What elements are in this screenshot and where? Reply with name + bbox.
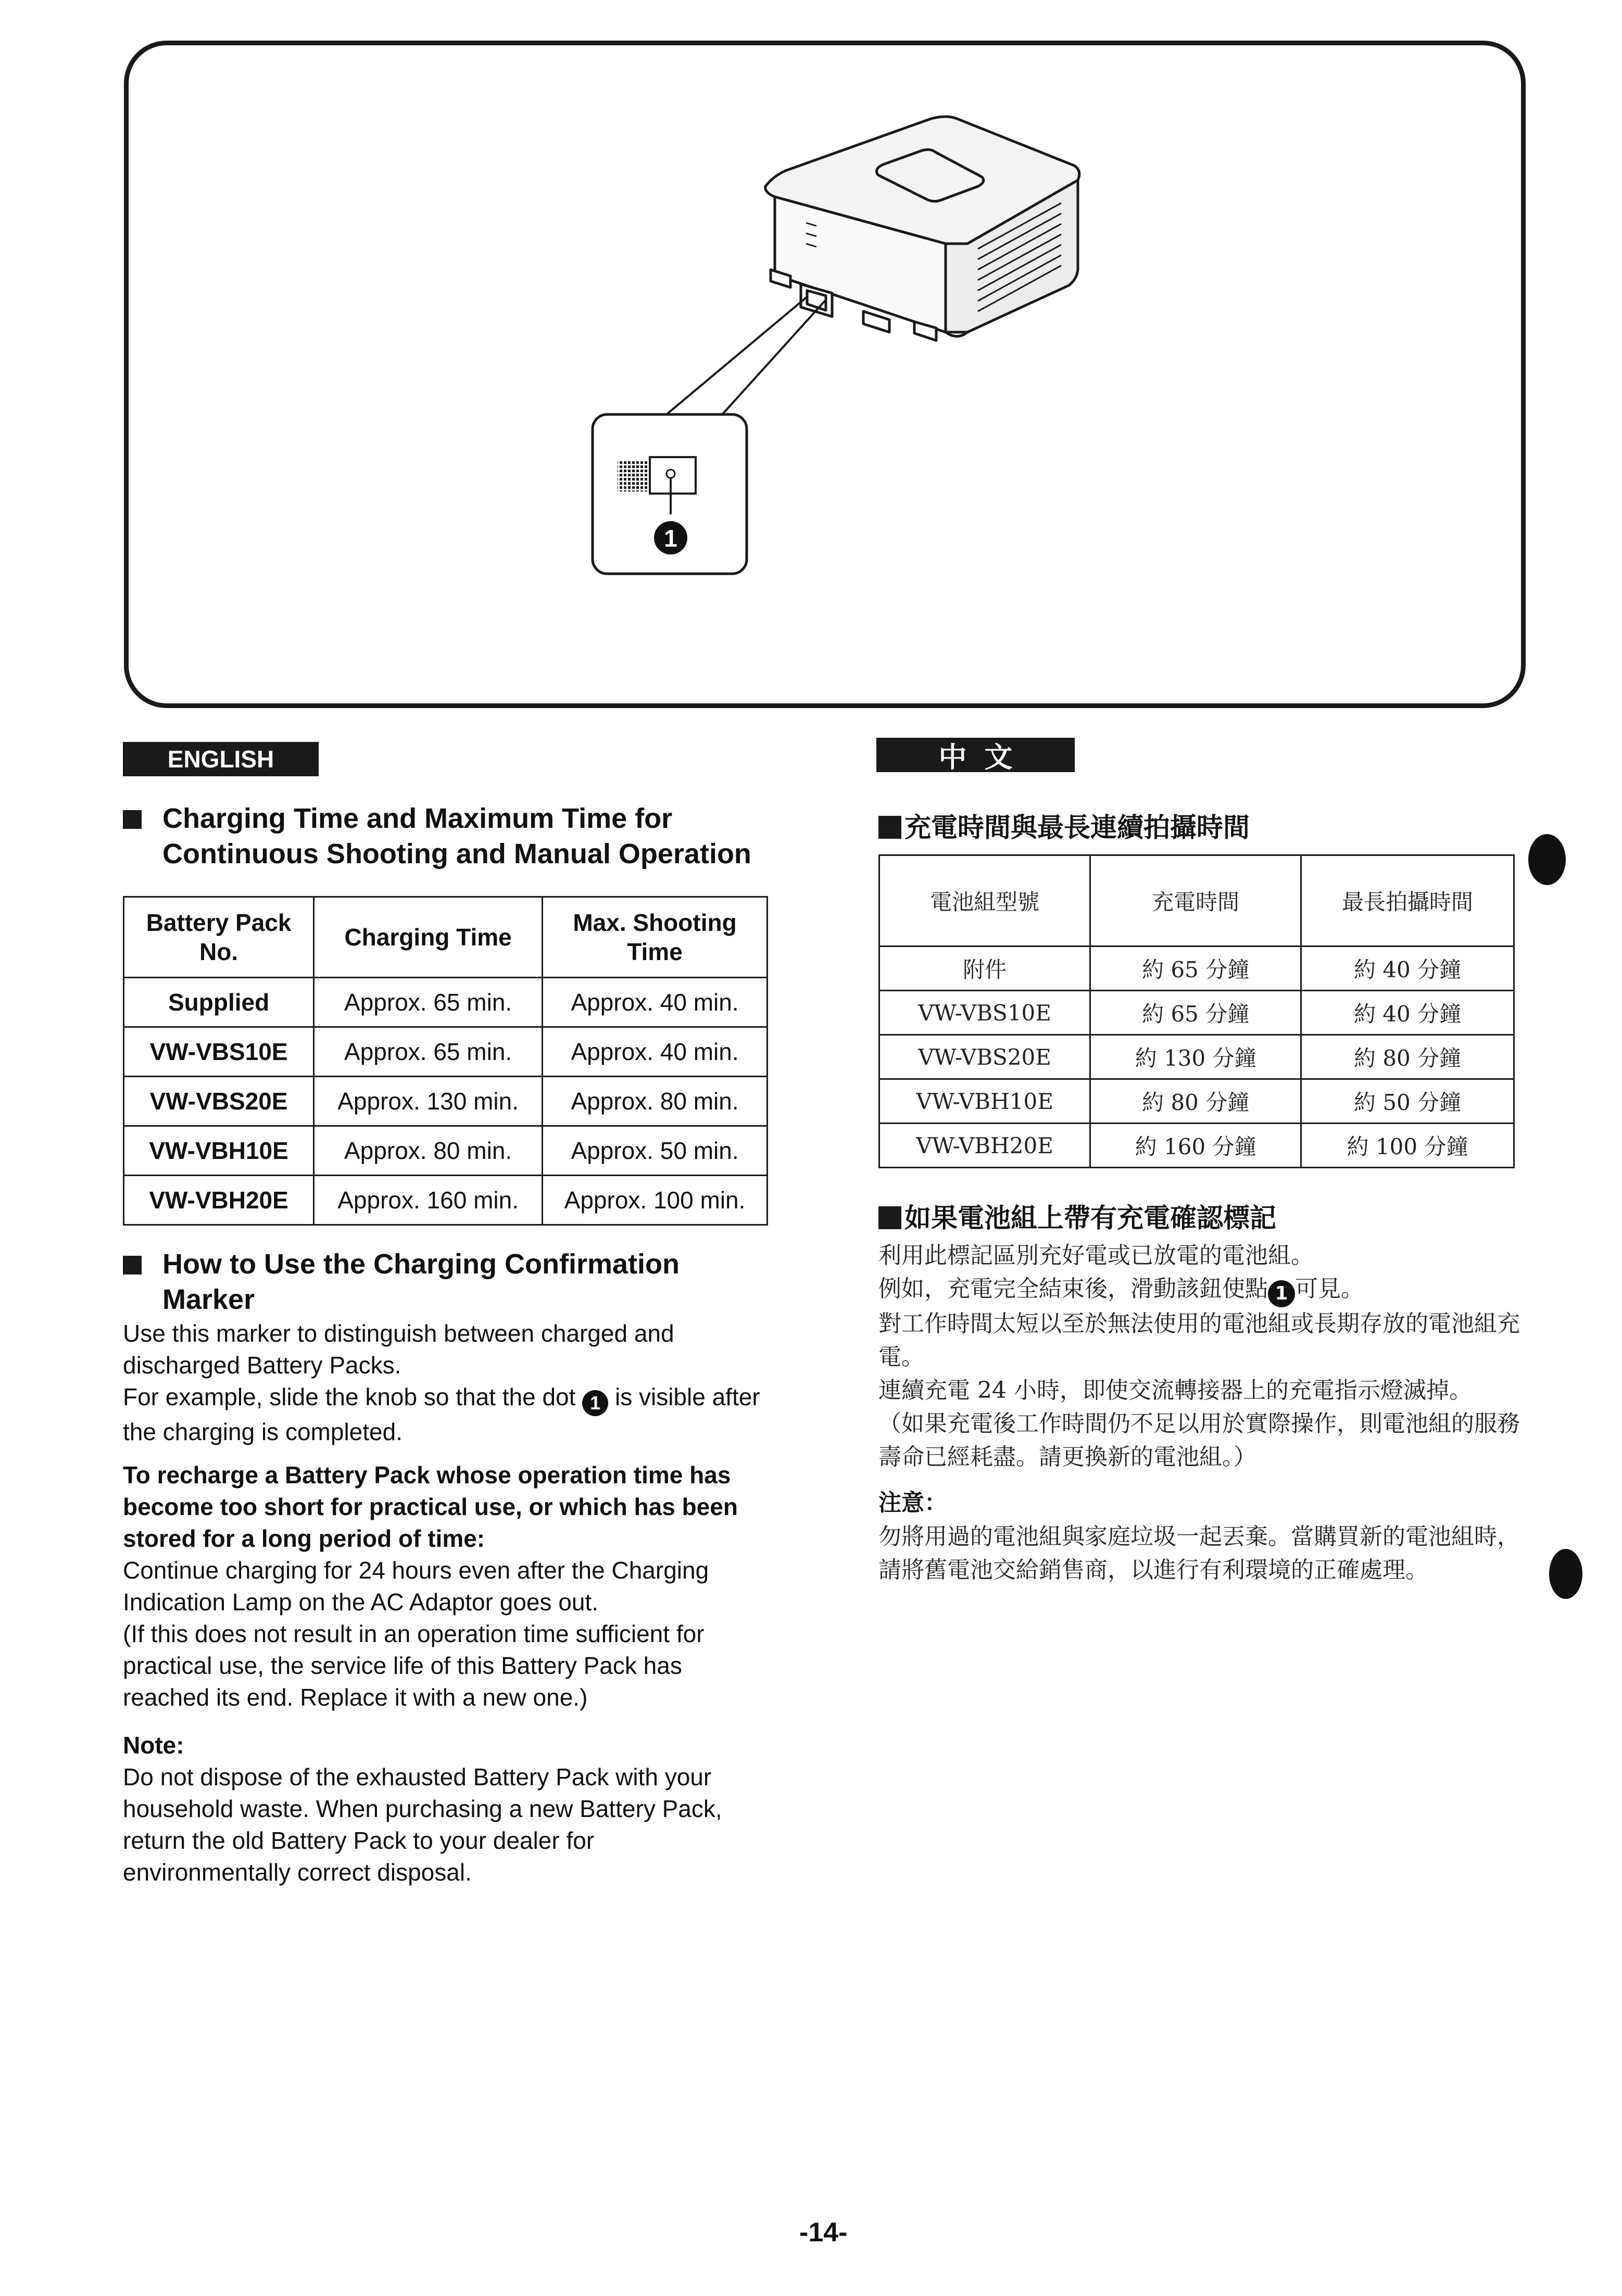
table-row bbox=[879, 1035, 1514, 1079]
cell-shooting: Approx. 40 min. bbox=[543, 1027, 768, 1077]
english-heading-confirmation-marker bbox=[123, 1246, 779, 1317]
cell-shooting: Approx. 100 min. bbox=[543, 1176, 768, 1225]
recharge-heading: To recharge a Battery Pack whose operation time has become too short for practical use, or which has been stored for a long period of time: bbox=[123, 1461, 738, 1552]
table-row bbox=[124, 1027, 768, 1077]
cell-charging: 約 160 分鐘 bbox=[1090, 1124, 1301, 1168]
marker-number-icon: 1 bbox=[582, 1390, 608, 1416]
page-number: -14- bbox=[799, 2217, 848, 2248]
header-battery-pack: Battery Pack No. bbox=[124, 897, 314, 978]
cell-shooting: 約 100 分鐘 bbox=[1301, 1124, 1514, 1168]
callout-box bbox=[593, 414, 747, 574]
zh-line-5: （如果充電後工作時間仍不足以用於實際操作，則電池組的服務壽命已經耗盡。請更換新的電池組。） bbox=[878, 1410, 1520, 1470]
cell-shooting: 約 80 分鐘 bbox=[1301, 1035, 1514, 1079]
zh-line-1: 利用此標記區別充好電或已放電的電池組。 bbox=[878, 1242, 1314, 1269]
cell-model: Supplied bbox=[124, 978, 314, 1027]
cell-model: VW-VBH20E bbox=[124, 1176, 314, 1225]
table-row bbox=[879, 947, 1514, 991]
heading-line-2: Continuous Shooting and Manual Operation bbox=[162, 838, 751, 869]
cell-charging: Approx. 65 min. bbox=[314, 978, 543, 1027]
table-row bbox=[124, 1126, 768, 1176]
scan-blot bbox=[1528, 834, 1566, 885]
battery-pack-drawing bbox=[765, 117, 1079, 340]
heading-text: 充電時間與最長連續拍攝時間 bbox=[904, 813, 1250, 843]
cell-model: VW-VBS10E bbox=[124, 1027, 314, 1077]
chinese-heading-confirmation-marker bbox=[878, 1196, 1276, 1235]
cell-shooting: Approx. 40 min. bbox=[543, 978, 768, 1027]
table-row bbox=[879, 991, 1514, 1035]
zh-line-2 bbox=[878, 1272, 1529, 1307]
heading-square-bullet bbox=[123, 810, 142, 829]
battery-illustration bbox=[124, 41, 1526, 708]
english-language-label: ENGLISH bbox=[123, 742, 319, 776]
heading-text: 如果電池組上帶有充電確認標記 bbox=[904, 1203, 1277, 1234]
marker-paragraph-1: Use this marker to distinguish between charged and discharged Battery Packs. bbox=[123, 1320, 674, 1379]
table-row bbox=[124, 1176, 768, 1225]
heading-square-bullet bbox=[878, 816, 901, 839]
cell-charging: 約 130 分鐘 bbox=[1090, 1035, 1301, 1079]
table-row bbox=[879, 1079, 1514, 1124]
zh-line-4: 連續充電 24 小時，即使交流轉接器上的充電指示燈滅掉。 bbox=[878, 1377, 1472, 1404]
marker-number-icon: 1 bbox=[1268, 1280, 1295, 1307]
table-header-row bbox=[124, 897, 768, 978]
table-header-row bbox=[879, 855, 1514, 947]
cell-model: 附件 bbox=[879, 947, 1090, 991]
table-row bbox=[124, 1077, 768, 1126]
english-note-heading: Note: bbox=[123, 1732, 184, 1759]
cell-shooting: 約 40 分鐘 bbox=[1301, 991, 1514, 1035]
header-charging-time: Charging Time bbox=[314, 897, 543, 978]
header-max-shooting: Max. Shooting Time bbox=[543, 897, 768, 978]
chinese-heading-charging-time bbox=[878, 806, 1250, 844]
recharge-paragraph-1: Continue charging for 24 hours even after the Charging Indication Lamp on the AC Adaptor goes out. bbox=[123, 1557, 709, 1616]
heading-square-bullet bbox=[123, 1256, 142, 1275]
cell-model: VW-VBS20E bbox=[879, 1035, 1090, 1079]
heading-square-bullet bbox=[878, 1206, 901, 1229]
recharge-paragraph-2: (If this does not result in an operation time sufficient for practical use, the service life of this Battery Pack has reached its end. Replace it with a new one.) bbox=[123, 1620, 705, 1711]
english-charging-table bbox=[123, 896, 768, 1226]
cell-charging: Approx. 65 min. bbox=[314, 1027, 543, 1077]
marker-dot-grid bbox=[618, 460, 649, 491]
cell-shooting: 約 50 分鐘 bbox=[1301, 1079, 1514, 1124]
english-note-text: Do not dispose of the exhausted Battery Pack with your household waste. When purchasing a new Battery Pack, return the old Battery Pack to your dealer for environmentally correct disposal. bbox=[123, 1763, 722, 1886]
header-charging-time: 充電時間 bbox=[1090, 855, 1301, 947]
chinese-charging-table bbox=[878, 854, 1515, 1168]
scan-blot bbox=[1549, 1549, 1582, 1599]
zh-line-2-before: 例如，充電完全結束後，滑動該鈕使點 bbox=[878, 1276, 1268, 1302]
callout-lines bbox=[660, 297, 825, 420]
header-battery-pack: 電池組型號 bbox=[879, 855, 1090, 947]
cell-model: VW-VBS20E bbox=[124, 1077, 314, 1126]
cell-model: VW-VBH20E bbox=[879, 1124, 1090, 1168]
cell-shooting: 約 40 分鐘 bbox=[1301, 947, 1514, 991]
cell-charging: Approx. 130 min. bbox=[314, 1077, 543, 1126]
cell-charging: Approx. 80 min. bbox=[314, 1126, 543, 1176]
marker-paragraph-2 bbox=[123, 1381, 769, 1448]
heading-line-1: How to Use the Charging Confirmation bbox=[162, 1248, 680, 1280]
callout-marker-number: 1 bbox=[664, 525, 677, 552]
cell-model: VW-VBH10E bbox=[124, 1126, 314, 1176]
zh-line-3: 對工作時間太短以至於無法使用的電池組或長期存放的電池組充電。 bbox=[878, 1310, 1520, 1370]
cell-model: VW-VBH10E bbox=[879, 1079, 1090, 1124]
cell-model: VW-VBS10E bbox=[879, 991, 1090, 1035]
english-marker-instructions bbox=[123, 1318, 769, 1448]
table-row bbox=[124, 978, 768, 1027]
cell-charging: 約 65 分鐘 bbox=[1090, 991, 1301, 1035]
chinese-note-text: 勿將用過的電池組與家庭垃圾一起丟棄。當購買新的電池組時，請將舊電池交給銷售商，以進行有利環境的正確處理。 bbox=[878, 1523, 1520, 1583]
heading-line-1: Charging Time and Maximum Time for bbox=[162, 803, 673, 834]
p2-text-before: For example, slide the knob so that the dot bbox=[123, 1383, 576, 1410]
zh-line-2-after: 可見。 bbox=[1295, 1276, 1364, 1302]
cell-charging: Approx. 160 min. bbox=[314, 1176, 543, 1225]
cell-shooting: Approx. 50 min. bbox=[543, 1126, 768, 1176]
p2-text-after: is visible after the charging is completed. bbox=[123, 1383, 760, 1445]
english-heading-charging-time bbox=[123, 801, 779, 872]
table-row bbox=[879, 1124, 1514, 1168]
cell-shooting: Approx. 80 min. bbox=[543, 1077, 768, 1126]
chinese-note-heading: 注意： bbox=[878, 1490, 947, 1516]
chinese-language-label: 中文 bbox=[876, 738, 1075, 772]
header-max-shooting: 最長拍攝時間 bbox=[1301, 855, 1514, 947]
cell-charging: 約 65 分鐘 bbox=[1090, 947, 1301, 991]
chinese-marker-instructions bbox=[878, 1239, 1529, 1474]
cell-charging: 約 80 分鐘 bbox=[1090, 1079, 1301, 1124]
heading-line-2: Marker bbox=[162, 1284, 255, 1315]
